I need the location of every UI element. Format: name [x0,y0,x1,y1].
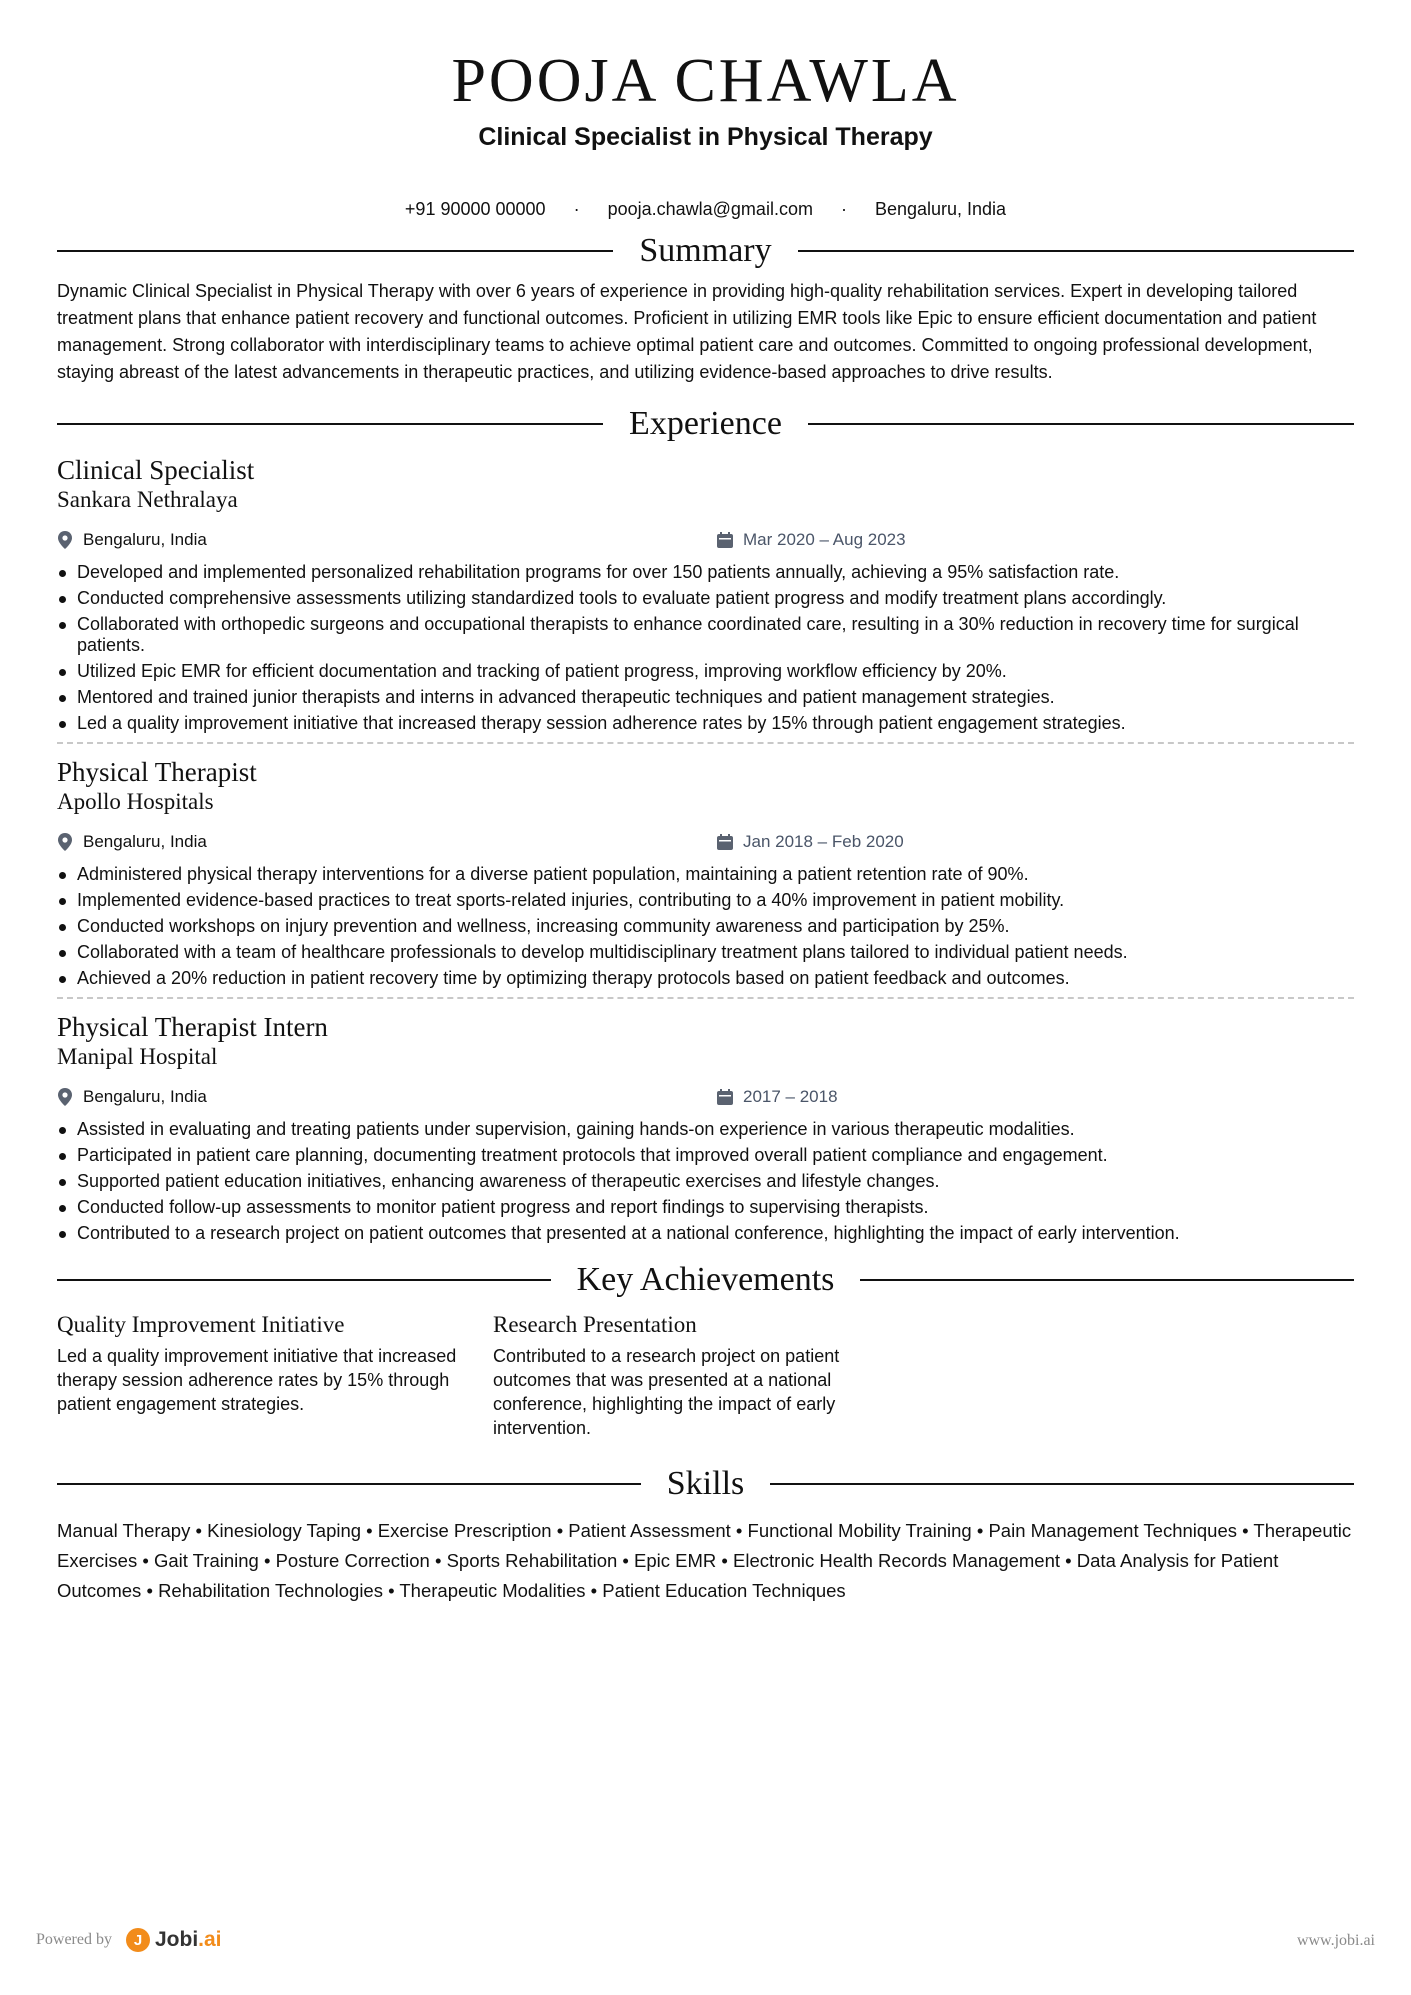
achievement-title: Research Presentation [493,1312,697,1337]
job-bullets [57,864,1354,989]
achievement-card [57,1310,477,1440]
job-title: Clinical Specialist [57,455,255,485]
job-bullets [57,1119,1354,1244]
jobi-logo[interactable] [126,1928,222,1952]
achievements-grid [57,1310,1354,1440]
job-bullet: Participated in patient care planning, documenting treatment protocols that improved overall patient compliance and engagement. [57,1145,1354,1166]
job-meta [57,1087,1354,1111]
section-rule [770,1483,1354,1485]
section-title-skills: Skills [666,1465,745,1502]
job-bullet: Developed and implemented personalized rehabilitation programs for over 150 patients annually, achieving a 95% satisfaction rate. [57,562,1354,583]
section-title-achievements: Key Achievements [576,1261,835,1298]
job-bullet: Assisted in evaluating and treating patients under supervision, gaining hands-on experience in various therapeutic modalities. [57,1119,1354,1140]
job-location [57,832,207,852]
calendar-icon [717,532,733,548]
achievement-title: Quality Improvement Initiative [57,1312,345,1337]
resume-page [57,0,1354,1606]
powered-by [36,1928,222,1952]
job-bullet: Achieved a 20% reduction in patient recovery time by optimizing therapy protocols based on patient feedback and outcomes. [57,968,1354,989]
job-location-text: Bengaluru, India [83,832,207,851]
job-bullet: Conducted comprehensive assessments utilizing standardized tools to evaluate patient progress and modify treatment plans accordingly. [57,588,1354,609]
section-rule [57,423,603,425]
jobi-logo-suffix: .ai [198,1928,222,1951]
job-bullet: Utilized Epic EMR for efficient documentation and tracking of patient progress, improving workflow efficiency by 20%. [57,661,1354,682]
skills-section-header [57,1464,1354,1504]
job-bullet: Supported patient education initiatives, enhancing awareness of therapeutic exercises and lifestyle changes. [57,1171,1354,1192]
achievement-card [493,1310,913,1440]
achievement-text: Led a quality improvement initiative that increased therapy session adherence rates by 15% through patient engagement strategies. [57,1346,457,1414]
job-dates-text: Mar 2020 – Aug 2023 [743,530,906,549]
experience-entry [57,454,1354,744]
job-title: Physical Therapist [57,757,257,787]
contact-email[interactable]: pooja.chawla@gmail.com [607,198,813,219]
job-dates [717,530,906,550]
contact-row [57,197,1354,221]
job-location [57,1087,207,1107]
map-pin-icon [57,1088,73,1106]
entry-divider [57,997,1354,999]
job-location [57,530,207,550]
powered-by-label: Powered by [36,1931,112,1948]
contact-phone[interactable]: +91 90000 00000 [404,198,546,219]
job-bullet: Collaborated with orthopedic surgeons and occupational therapists to enhance coordinated care, resulting in a 30% reduction in recovery time for surgical patients. [57,614,1354,656]
section-rule [57,1279,551,1281]
experience-entry [57,756,1354,999]
job-bullets [57,562,1354,734]
skills-list: Manual Therapy • Kinesiology Taping • Exercise Prescription • Patient Assessment • Functional Mobility Training • Pain Management Techniques • Therapeutic Exercises • Gait Training • Posture Correction • Sports Rehabilitation • Epic EMR • Electronic Health Records Management • Data Analysis for Patient Outcomes • Rehabilitation Technologies • Therapeutic Modalities • Patient Education Techniques [57,1520,1352,1601]
job-dates-text: 2017 – 2018 [743,1087,838,1106]
jobi-logo-icon: J [126,1928,150,1952]
calendar-icon [717,834,733,850]
summary-section-header [57,231,1354,271]
job-location-text: Bengaluru, India [83,530,207,549]
achievements-section-header [57,1260,1354,1300]
job-meta [57,530,1354,554]
job-bullet: Conducted workshops on injury prevention and wellness, increasing community awareness and participation by 25%. [57,916,1354,937]
candidate-role: Clinical Specialist in Physical Therapy [478,123,933,151]
job-bullet: Administered physical therapy interventions for a diverse patient population, maintaining a patient retention rate of 90%. [57,864,1354,885]
job-dates [717,832,904,852]
section-rule [57,250,613,252]
job-company: Manipal Hospital [57,1044,218,1069]
experience-entry [57,1011,1354,1244]
job-meta [57,832,1354,856]
section-rule [860,1279,1354,1281]
job-bullet: Mentored and trained junior therapists and interns in advanced therapeutic techniques and patient management strategies. [57,687,1354,708]
job-company: Apollo Hospitals [57,789,214,814]
job-bullet: Collaborated with a team of healthcare professionals to develop multidisciplinary treatment plans tailored to individual patient needs. [57,942,1354,963]
summary-text: Dynamic Clinical Specialist in Physical Therapy with over 6 years of experience in providing high-quality rehabilitation services. Expert in developing tailored treatment plans that enhance patient recovery and functional outcomes. Proficient in utilizing EMR tools like Epic to ensure efficient documentation and patient management. Strong collaborator with interdisciplinary teams to achieve optimal patient care and outcomes. Committed to ongoing professional development, staying abreast of the latest advancements in therapeutic practices, and utilizing evidence-based approaches to drive results. [57,281,1317,382]
jobi-logo-text: Jobi [154,1928,199,1951]
job-dates [717,1087,838,1107]
job-bullet: Led a quality improvement initiative that increased therapy session adherence rates by 15% through patient engagement strategies. [57,713,1354,734]
entry-divider [57,742,1354,744]
map-pin-icon [57,833,73,851]
section-rule [808,423,1354,425]
contact-location: Bengaluru, India [874,198,1007,219]
job-company: Sankara Nethralaya [57,487,238,512]
experience-section-header [57,404,1354,444]
section-rule [57,1483,641,1485]
candidate-name: POOJA CHAWLA [451,47,960,115]
section-title-experience: Experience [629,405,782,442]
contact-separator: · [573,198,580,219]
job-bullet: Conducted follow-up assessments to monitor patient progress and report findings to supervising therapists. [57,1197,1354,1218]
job-bullet: Implemented evidence-based practices to treat sports-related injuries, contributing to a 40% improvement in patient mobility. [57,890,1354,911]
contact-separator: · [840,198,847,219]
job-bullet: Contributed to a research project on patient outcomes that presented at a national conference, highlighting the impact of early intervention. [57,1223,1354,1244]
section-rule [798,250,1354,252]
achievement-text: Contributed to a research project on patient outcomes that was presented at a national conference, highlighting the impact of early intervention. [493,1346,840,1438]
section-title-summary: Summary [639,232,772,269]
job-location-text: Bengaluru, India [83,1087,207,1106]
job-dates-text: Jan 2018 – Feb 2020 [743,832,904,851]
map-pin-icon [57,531,73,549]
website-link[interactable]: www.jobi.ai [1296,1932,1375,1949]
job-title: Physical Therapist Intern [57,1012,328,1042]
calendar-icon [717,1089,733,1105]
